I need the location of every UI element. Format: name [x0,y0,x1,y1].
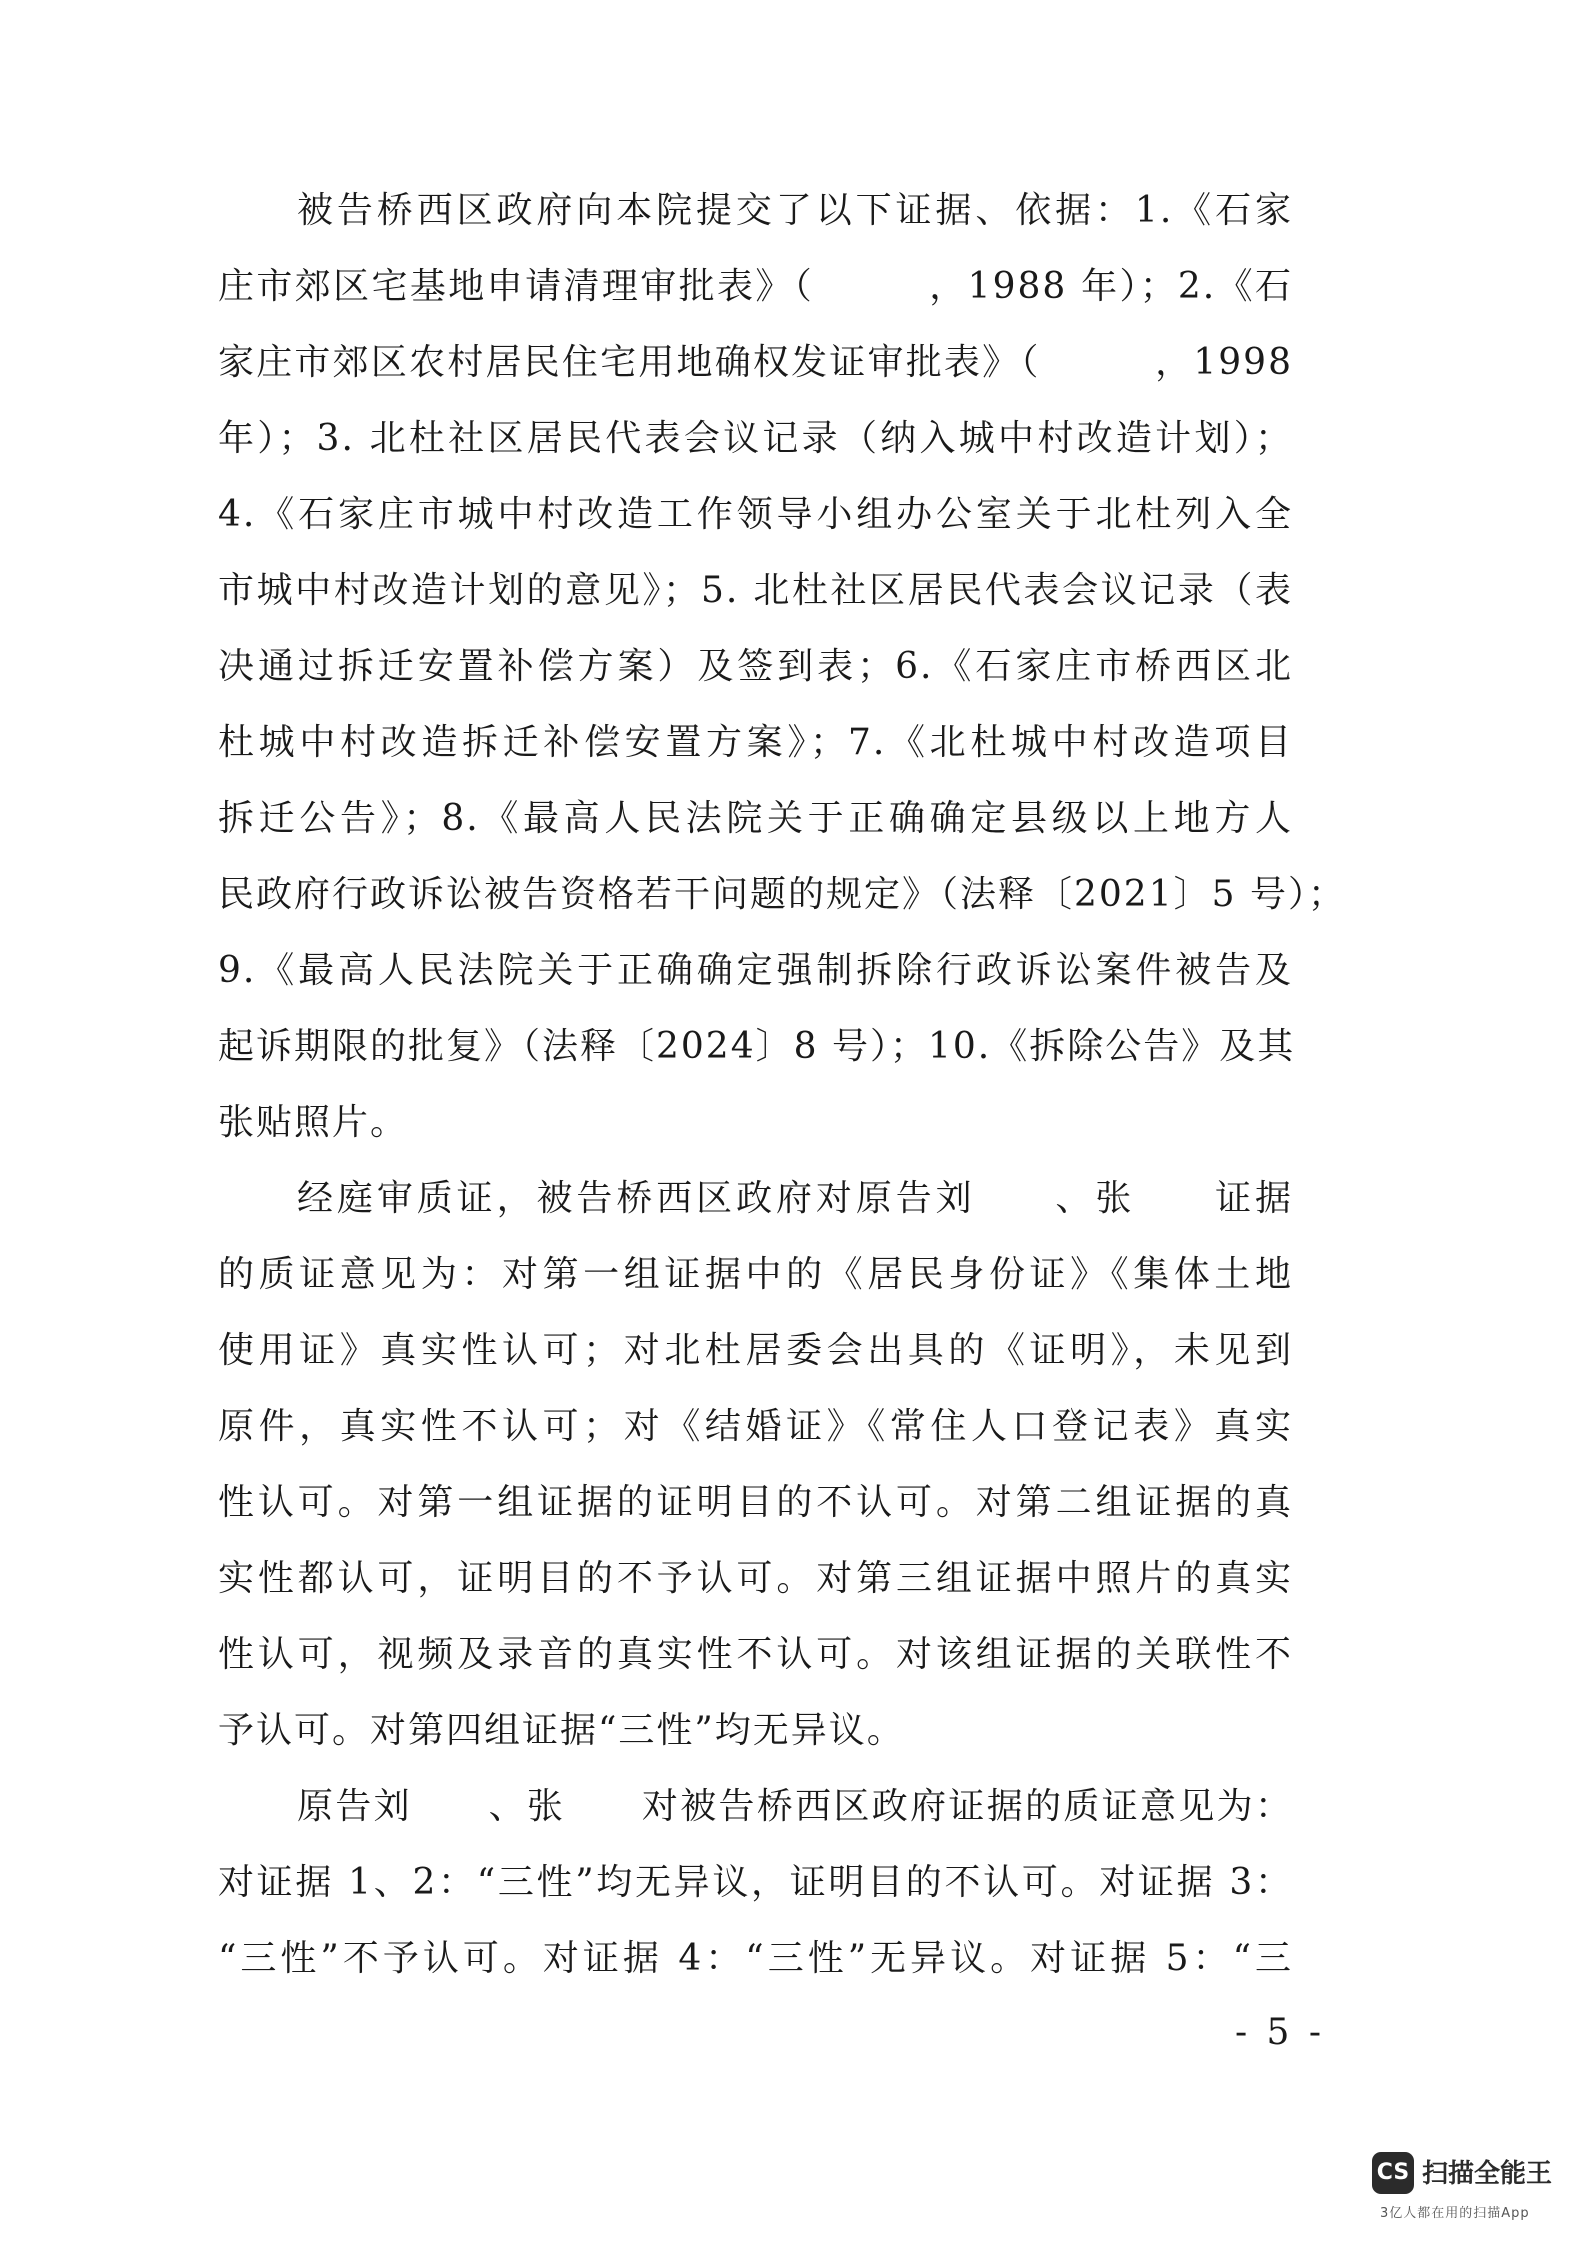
body-line: 起诉期限的批复》（法释〔2024〕8 号）；10.《拆除公告》及其 [218,1026,1296,1067]
body-line: 年）；3. 北杜社区居民代表会议记录（纳入城中村改造计划）； [218,418,1293,459]
body-line: 性认可，视频及录音的真实性不认可。对该组证据的关联性不 [218,1634,1293,1675]
watermark-tagline: 3亿人都在用的扫描App [1380,2206,1530,2221]
body-line: 被告桥西区政府向本院提交了以下证据、依据：1.《石家 [297,190,1293,231]
scanner-watermark [1372,2152,1577,2232]
camscanner-logo-icon: CS [1372,2152,1414,2194]
body-line: 予认可。对第四组证据“三性”均无异议。 [218,1710,905,1751]
body-line: “三性”不予认可。对证据 4：“三性”无异议。对证据 5：“三 [218,1938,1293,1979]
body-line: 决通过拆迁安置补偿方案）及签到表；6.《石家庄市桥西区北 [218,646,1293,687]
body-line: 原告刘 、张 对被告桥西区政府证据的质证意见为： [297,1786,1293,1827]
body-line: 使用证》真实性认可；对北杜居委会出具的《证明》，未见到 [218,1330,1293,1371]
body-line: 民政府行政诉讼被告资格若干问题的规定》（法释〔2021〕5 号）； [218,874,1346,915]
body-line: 4.《石家庄市城中村改造工作领导小组办公室关于北杜列入全 [218,494,1293,535]
body-line: 市城中村改造计划的意见》；5. 北杜社区居民代表会议记录（表 [218,570,1293,611]
body-line: 性认可。对第一组证据的证明目的不认可。对第二组证据的真 [218,1482,1293,1523]
body-line: 的质证意见为：对第一组证据中的《居民身份证》《集体土地 [218,1254,1293,1295]
watermark-title: 扫描全能王 [1422,2159,1553,2189]
body-line: 庄市郊区宅基地申请清理审批表》（ ，1988 年）；2.《石 [218,266,1293,307]
body-line: 实性都认可，证明目的不予认可。对第三组证据中照片的真实 [218,1558,1293,1599]
body-line: 9.《最高人民法院关于正确确定强制拆除行政诉讼案件被告及 [218,950,1293,991]
body-line: 杜城中村改造拆迁补偿安置方案》；7.《北杜城中村改造项目 [218,722,1293,763]
body-line: 原件，真实性不认可；对《结婚证》《常住人口登记表》真实 [218,1406,1293,1447]
body-line: 家庄市郊区农村居民住宅用地确权发证审批表》（ ，1998 [218,342,1293,383]
page-number: - 5 - [1234,2012,1326,2053]
body-line: 对证据 1、2：“三性”均无异议，证明目的不认可。对证据 3： [218,1862,1293,1903]
body-line: 张贴照片。 [218,1102,409,1143]
body-line: 拆迁公告》；8.《最高人民法院关于正确确定县级以上地方人 [218,798,1293,839]
body-line: 经庭审质证，被告桥西区政府对原告刘 、张 证据 [297,1178,1293,1219]
